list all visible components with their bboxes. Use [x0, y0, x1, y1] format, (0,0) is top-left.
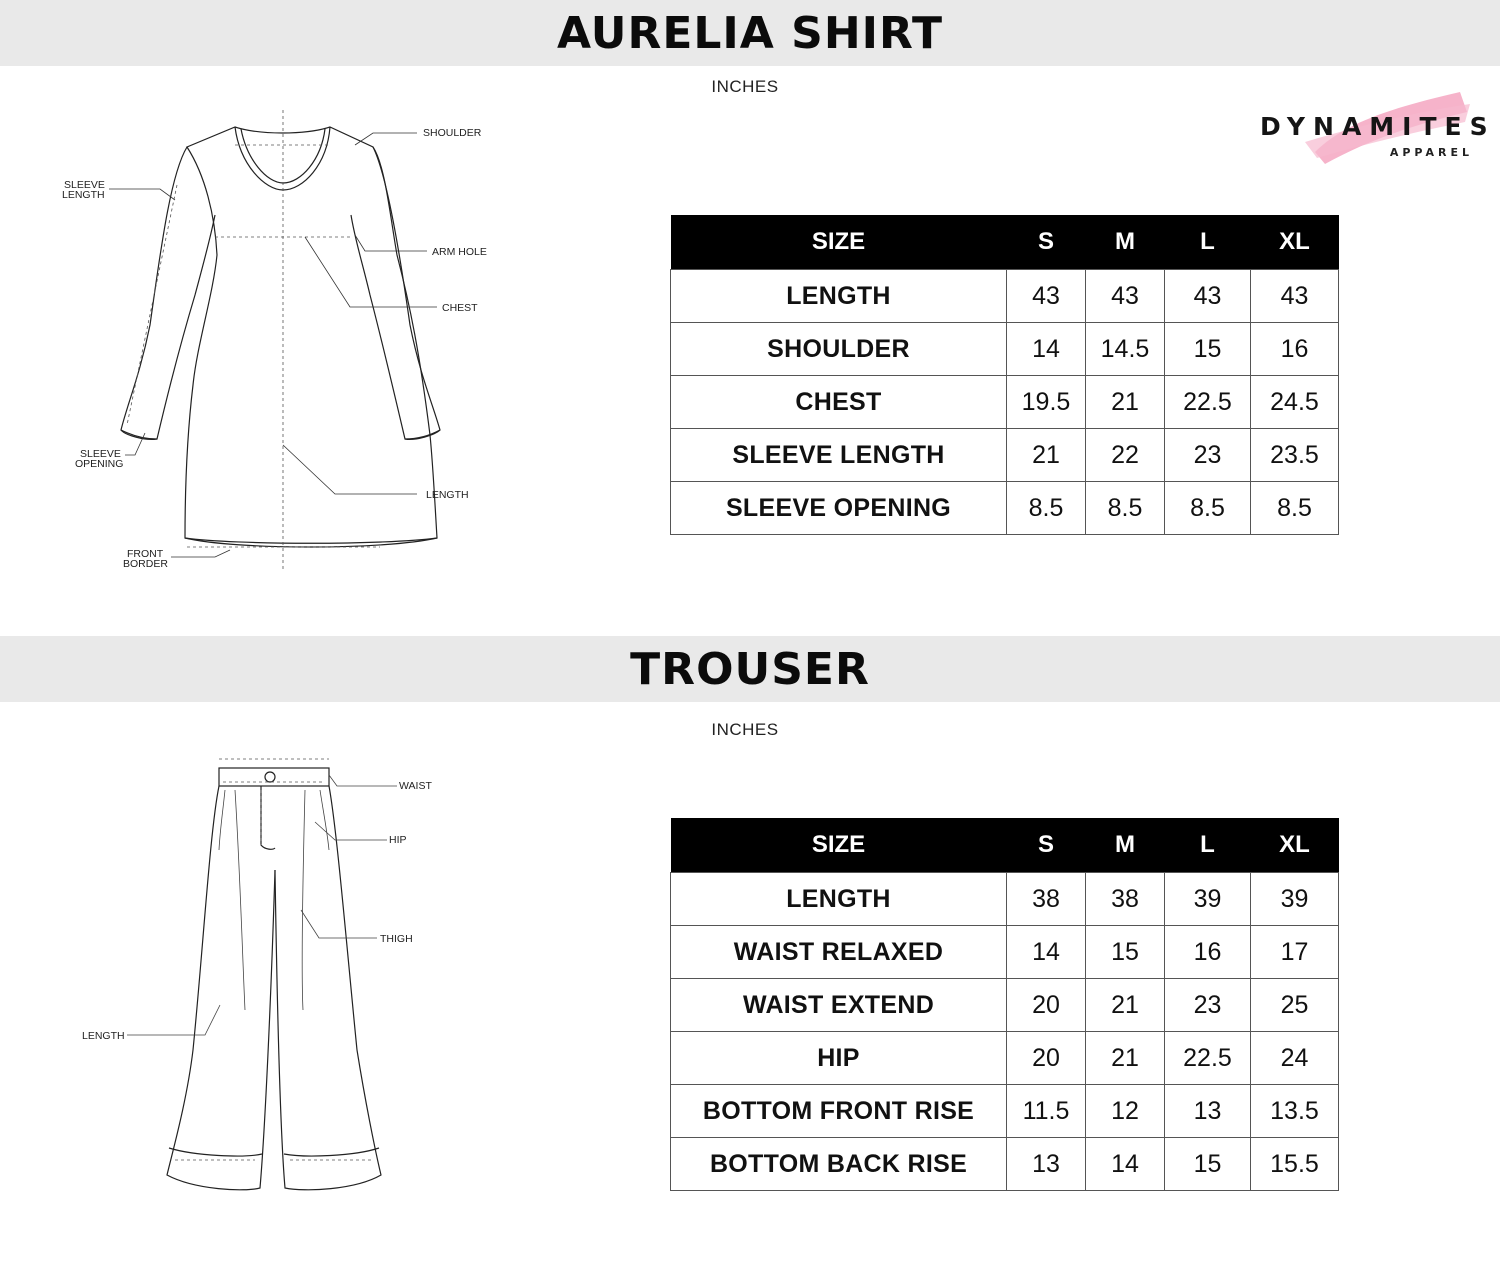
cell-value: 21 — [1086, 979, 1165, 1032]
cell-value: 43 — [1007, 270, 1086, 323]
logo-sub-text: APPAREL — [1389, 146, 1473, 159]
shirt-title: AURELIA SHIRT — [557, 7, 943, 59]
cell-value: 22.5 — [1165, 376, 1251, 429]
label-thigh: THIGH — [380, 933, 413, 945]
row-label: HIP — [671, 1032, 1007, 1085]
row-label: WAIST EXTEND — [671, 979, 1007, 1032]
header-xl: XL — [1251, 215, 1339, 270]
cell-value: 15 — [1086, 926, 1165, 979]
row-label: SLEEVE OPENING — [671, 482, 1007, 535]
cell-value: 43 — [1086, 270, 1165, 323]
cell-value: 14 — [1007, 926, 1086, 979]
header-m: M — [1086, 818, 1165, 873]
cell-value: 12 — [1086, 1085, 1165, 1138]
trouser-title-band — [0, 636, 1500, 702]
shirt-size-table — [670, 215, 1339, 535]
cell-value: 21 — [1007, 429, 1086, 482]
cell-value: 20 — [1007, 979, 1086, 1032]
cell-value: 38 — [1086, 873, 1165, 926]
brand-logo — [1255, 82, 1496, 172]
header-size: SIZE — [671, 215, 1007, 270]
cell-value: 11.5 — [1007, 1085, 1086, 1138]
row-label: SHOULDER — [671, 323, 1007, 376]
cell-value: 13 — [1165, 1085, 1251, 1138]
cell-value: 43 — [1251, 270, 1339, 323]
header-size: SIZE — [671, 818, 1007, 873]
cell-value: 24 — [1251, 1032, 1339, 1085]
cell-value: 23 — [1165, 429, 1251, 482]
trouser-diagram — [75, 750, 435, 1200]
label-front-border-1: FRONT — [127, 548, 164, 560]
row-label: BOTTOM FRONT RISE — [671, 1085, 1007, 1138]
row-label: SLEEVE LENGTH — [671, 429, 1007, 482]
cell-value: 8.5 — [1007, 482, 1086, 535]
table-row — [671, 873, 1339, 926]
cell-value: 14.5 — [1086, 323, 1165, 376]
table-row — [671, 979, 1339, 1032]
header-m: M — [1086, 215, 1165, 270]
cell-value: 14 — [1086, 1138, 1165, 1191]
label-arm-hole: ARM HOLE — [432, 246, 487, 258]
cell-value: 15.5 — [1251, 1138, 1339, 1191]
cell-value: 19.5 — [1007, 376, 1086, 429]
cell-value: 13 — [1007, 1138, 1086, 1191]
cell-value: 15 — [1165, 1138, 1251, 1191]
table-row — [671, 926, 1339, 979]
cell-value: 38 — [1007, 873, 1086, 926]
label-length: LENGTH — [82, 1030, 125, 1042]
cell-value: 8.5 — [1086, 482, 1165, 535]
table-row — [671, 323, 1339, 376]
row-label: LENGTH — [671, 873, 1007, 926]
label-front-border-2: BORDER — [123, 558, 168, 570]
table-row — [671, 1138, 1339, 1191]
cell-value: 8.5 — [1251, 482, 1339, 535]
label-sleeve-length-2: LENGTH — [62, 189, 105, 201]
row-label: CHEST — [671, 376, 1007, 429]
label-length: LENGTH — [426, 489, 469, 501]
cell-value: 8.5 — [1165, 482, 1251, 535]
cell-value: 16 — [1251, 323, 1339, 376]
label-shoulder: SHOULDER — [423, 127, 482, 139]
row-label: LENGTH — [671, 270, 1007, 323]
cell-value: 22.5 — [1165, 1032, 1251, 1085]
table-row — [671, 1085, 1339, 1138]
trouser-title: TROUSER — [630, 643, 870, 695]
label-sleeve-opening-2: OPENING — [75, 458, 124, 470]
cell-value: 23.5 — [1251, 429, 1339, 482]
cell-value: 22 — [1086, 429, 1165, 482]
trouser-units: INCHES — [711, 720, 779, 739]
header-s: S — [1007, 215, 1086, 270]
table-header-row — [671, 215, 1339, 270]
cell-value: 20 — [1007, 1032, 1086, 1085]
label-sleeve-length-1: SLEEVE — [64, 179, 105, 191]
cell-value: 16 — [1165, 926, 1251, 979]
cell-value: 14 — [1007, 323, 1086, 376]
table-row — [671, 270, 1339, 323]
label-hip: HIP — [389, 834, 407, 846]
cell-value: 25 — [1251, 979, 1339, 1032]
cell-value: 43 — [1165, 270, 1251, 323]
shirt-diagram — [55, 105, 505, 575]
label-sleeve-opening-1: SLEEVE — [80, 448, 121, 460]
cell-value: 23 — [1165, 979, 1251, 1032]
row-label: BOTTOM BACK RISE — [671, 1138, 1007, 1191]
cell-value: 21 — [1086, 376, 1165, 429]
label-chest: CHEST — [442, 302, 478, 314]
table-row — [671, 1032, 1339, 1085]
cell-value: 21 — [1086, 1032, 1165, 1085]
logo-brand-text: DYNAMITES — [1260, 112, 1496, 141]
table-row — [671, 482, 1339, 535]
cell-value: 39 — [1251, 873, 1339, 926]
cell-value: 24.5 — [1251, 376, 1339, 429]
cell-value: 15 — [1165, 323, 1251, 376]
label-waist: WAIST — [399, 780, 432, 792]
table-row — [671, 429, 1339, 482]
header-l: L — [1165, 818, 1251, 873]
shirt-title-band — [0, 0, 1500, 66]
header-xl: XL — [1251, 818, 1339, 873]
table-header-row — [671, 818, 1339, 873]
cell-value: 17 — [1251, 926, 1339, 979]
cell-value: 13.5 — [1251, 1085, 1339, 1138]
trouser-size-table — [670, 818, 1339, 1191]
row-label: WAIST RELAXED — [671, 926, 1007, 979]
table-row — [671, 376, 1339, 429]
header-l: L — [1165, 215, 1251, 270]
header-s: S — [1007, 818, 1086, 873]
shirt-units: INCHES — [711, 77, 779, 96]
cell-value: 39 — [1165, 873, 1251, 926]
